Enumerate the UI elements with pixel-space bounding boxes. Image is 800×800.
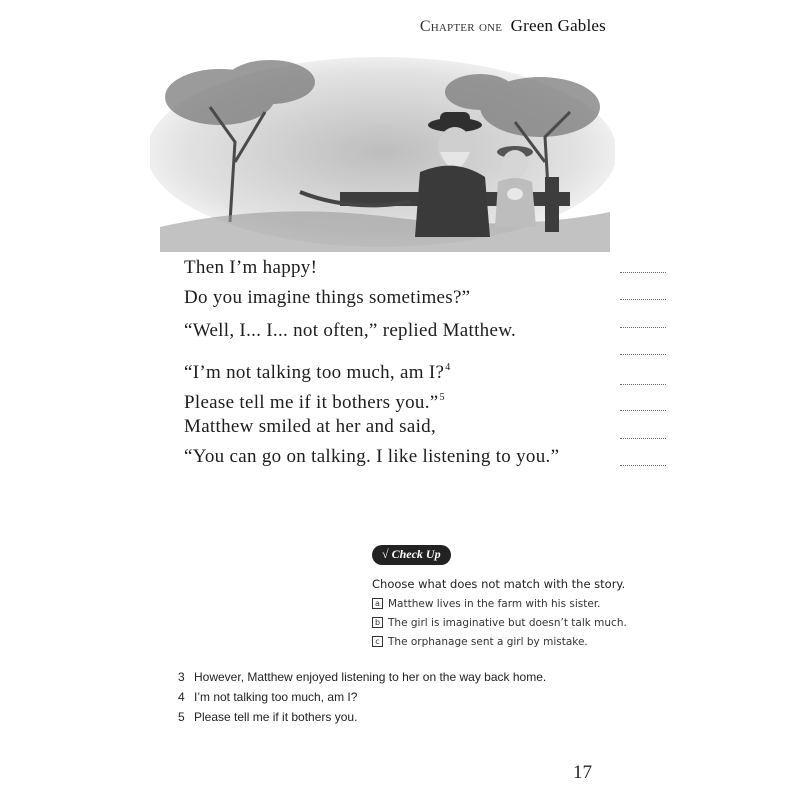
story-line-2: Do you imagine things sometimes?”: [184, 287, 471, 308]
option-letter-c: c: [372, 636, 383, 647]
option-letter-b: b: [372, 617, 383, 628]
answer-blank-7[interactable]: [620, 438, 666, 440]
check-up-question: Choose what does not match with the story.: [372, 577, 626, 591]
footnote-text: Please tell me if it bothers you.: [194, 710, 358, 724]
footnote-number: 5: [178, 710, 185, 724]
answer-blank-6[interactable]: [620, 410, 666, 412]
footnote-ref-5: 5: [439, 392, 445, 403]
option-text-b: The girl is imaginative but doesn’t talk much.: [388, 617, 627, 629]
check-up-badge: [372, 545, 451, 565]
page-number: 17: [573, 762, 592, 783]
option-letter-a: a: [372, 598, 383, 609]
answer-blank-3[interactable]: [620, 327, 666, 329]
story-line-4-text: “I’m not talking too much, am I?: [184, 362, 445, 383]
footnote-number: 4: [178, 690, 185, 704]
footnote-ref-4: 4: [445, 362, 451, 373]
footnote-4: [178, 690, 546, 704]
story-line-5: [184, 386, 445, 415]
option-text-c: The orphanage sent a girl by mistake.: [388, 636, 588, 648]
story-line-3: “Well, I... I... not often,” replied Matthew.: [184, 320, 517, 341]
story-line-1: Then I’m happy!: [184, 257, 318, 278]
chapter-header: [420, 16, 606, 36]
check-up-option-b[interactable]: [372, 617, 627, 629]
check-up-section: [372, 543, 627, 648]
answer-blank-1[interactable]: [620, 272, 666, 274]
footnote-5: [178, 710, 546, 724]
answer-blank-8[interactable]: [620, 465, 666, 467]
footnote-3: [178, 670, 546, 684]
footnote-text: I’m not talking too much, am I?: [194, 690, 358, 704]
story-line-5-text: Please tell me if it bothers you.”: [184, 392, 439, 413]
footnotes: [178, 670, 546, 730]
check-up-option-a[interactable]: [372, 598, 627, 610]
answer-blank-5[interactable]: [620, 384, 666, 386]
story-line-6: Matthew smiled at her and said,: [184, 416, 437, 437]
footnote-text: However, Matthew enjoyed listening to her on the way back home.: [194, 670, 547, 684]
answer-blank-4[interactable]: [620, 354, 666, 356]
footnote-number: 3: [178, 670, 185, 684]
chapter-label: Chapter one: [419, 18, 503, 35]
check-up-option-c[interactable]: [372, 636, 627, 648]
check-icon: √: [382, 547, 389, 561]
story-illustration: [150, 52, 615, 252]
option-text-a: Matthew lives in the farm with his sister.: [388, 598, 601, 610]
story-line-4: [184, 356, 451, 385]
chapter-title: Green Gables: [510, 16, 606, 35]
story-line-7: “You can go on talking. I like listening to you.”: [184, 446, 560, 467]
check-up-label: Check Up: [391, 547, 441, 561]
answer-blank-2[interactable]: [620, 299, 666, 301]
